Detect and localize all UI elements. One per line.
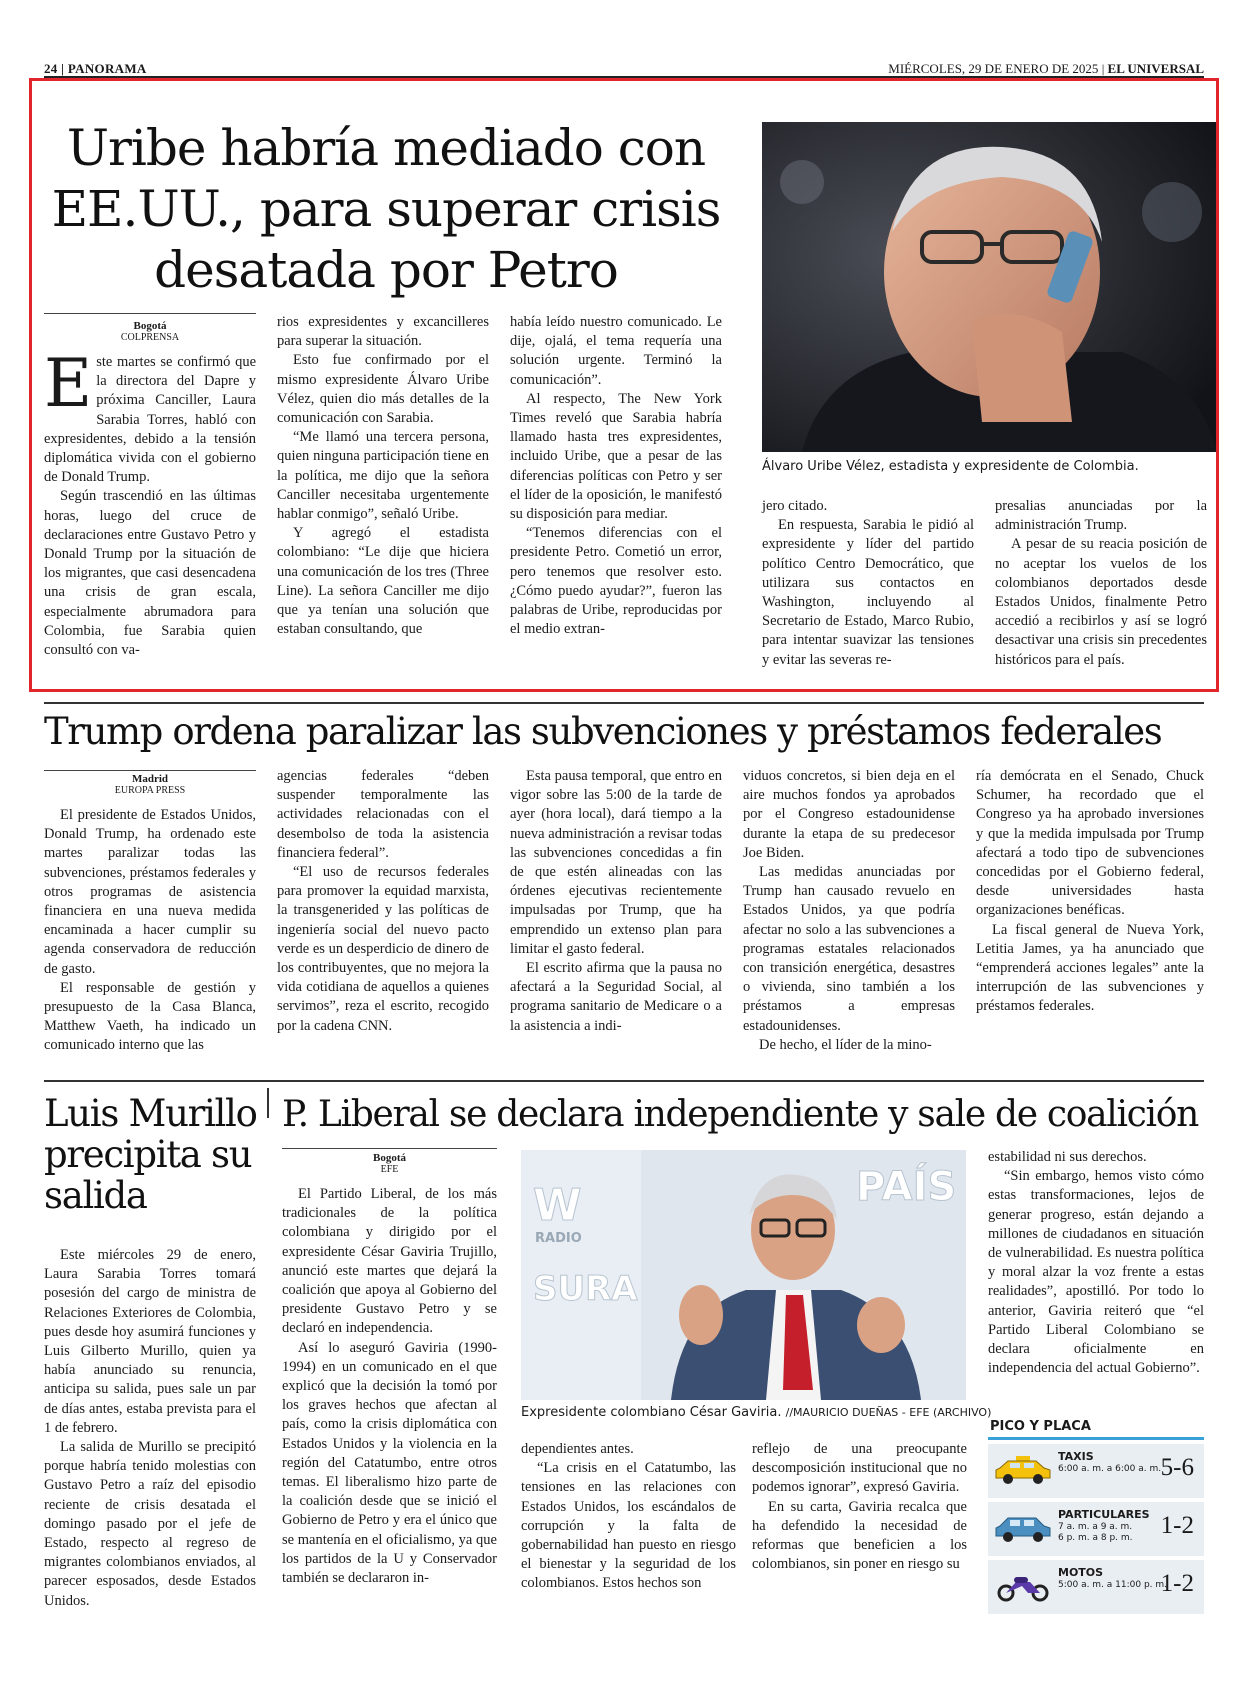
byline-rule	[44, 313, 256, 314]
story1-column-3	[510, 313, 722, 639]
vehicle-type: MOTOS	[1058, 1566, 1104, 1579]
story2-column-3	[510, 767, 722, 1036]
byline-agency: EUROPA PRESS	[114, 785, 186, 796]
backdrop-text: RADIO	[535, 1231, 582, 1246]
pico-y-placa-box	[988, 1418, 1204, 1623]
issue-date: MIÉRCOLES, 29 DE ENERO DE 2025	[888, 61, 1099, 76]
paragraph: reflejo de una preocupante descomposición institucional que no podemos ignorar”, expresó Gaviria.	[752, 1441, 967, 1496]
story1-column-5	[995, 497, 1207, 670]
restricted-digits: 5-6	[1160, 1454, 1194, 1481]
page-dateline: MIÉRCOLES, 29 DE ENERO DE 2025 | EL UNIVERSAL	[888, 61, 1204, 76]
uribe-photo-illustration	[762, 122, 1216, 452]
story1-column-2	[277, 313, 489, 639]
paragraph: agencias federales “deben suspender temporalmente las actividades relacionadas con el desembolso de toda la asistencia financiera federal”.	[277, 768, 489, 861]
restriction-hours	[1058, 1522, 1133, 1544]
paragraph: había leído nuestro comunicado. Le dije, ojalá, el tema requería una solución urgente. Terminó la comunicación”.	[510, 314, 722, 388]
paragraph: ste martes se confirmó que la directora del Dapre y próxima Canciller, Laura Sarabia Torres, habló con expresidentes, debido a la tensión diplomática vivida con el gobierno de Donald Trump.	[44, 354, 256, 486]
paragraph: El escrito afirma que la pausa no afectará a la Seguridad Social, al programa sanitario de Medicare o a la asistencia a indi-	[510, 960, 722, 1034]
paragraph: dependientes antes.	[521, 1441, 634, 1457]
paragraph: De hecho, el líder de la mino-	[759, 1036, 932, 1053]
pico-row-taxis	[988, 1444, 1204, 1498]
drop-cap: E	[44, 345, 93, 422]
paragraph: Esta pausa temporal, que entro en vigor sobre las 5:00 de la tarde de ayer (hora local), dará tiempo a la nueva administración a revisar todas las subvenciones concedidas a fin de que estén alineadas con las órdenes ejecutivas recientemente impulsadas por Trump, que ha emprendido un extenso plan para limitar el gasto federal.	[510, 768, 722, 957]
story2-headline: Trump ordena paralizar las subvenciones y préstamos federales	[44, 710, 1162, 753]
paragraph: Las medidas anunciadas por Trump han causado revuelo en Estados Unidos, ya que podría afectar no solo a las subvenciones a programas estatales relacionados con transición energética, desastres o vivienda, sino también a los préstamos a empresas estadounidenses.	[743, 864, 955, 1034]
gaviria-photo-caption	[521, 1405, 992, 1420]
byline-rule	[44, 770, 256, 771]
paragraph: La fiscal general de Nueva York, Letitia James, ya ha anunciado que “emprenderá acciones legales” ante la interrupción de las subvenciones y préstamos federales.	[976, 921, 1204, 1015]
uribe-photo	[762, 122, 1216, 452]
paragraph: “Sin embargo, hemos visto cómo estas transformaciones, lejos de generar progreso, están dejando a millones de ciudadanos en situación de vulnerabilidad. Es nuestra política y moral alzar la voz frente a estas realidades”, apostilló. Por todo lo anterior, Gaviria reiteró que “el Partido Liberal Colombiano se declara oficialmente en independencia del actual Gobierno”.	[988, 1168, 1204, 1377]
vehicle-type: TAXIS	[1058, 1450, 1094, 1463]
paragraph: viduos concretos, si bien deja en el aire muchos fondos ya aprobados por el Congreso estadounidense durante la etapa de su predecesor Joe Biden.	[743, 768, 955, 861]
story3-column-1	[44, 1246, 256, 1611]
paragraph: En su carta, Gaviria recalca que ha defendido la necesidad de reformas que beneficien a los colombianos, sin poner en riesgo su	[752, 1498, 967, 1573]
page-number: 24	[44, 61, 58, 76]
newspaper-name: EL UNIVERSAL	[1107, 61, 1204, 76]
paragraph: jero citado.	[762, 498, 828, 514]
paragraph: “Tenemos diferencias con el presidente Petro. Cometió un error, pero tenemos que resolver esto. ¿Cómo puedo ayudar?”, fueron las palabras de Uribe, reproducidas por el medio extran-	[510, 525, 722, 638]
story2-column-1	[44, 806, 256, 1056]
story2-column-5	[976, 767, 1204, 1017]
restriction-hours-line: 6 p. m. a 8 p. m.	[1058, 1533, 1133, 1543]
restriction-hours: 5:00 a. m. a 11:00 p. m.	[1058, 1580, 1168, 1590]
pico-row-particulares	[988, 1502, 1204, 1556]
gaviria-photo	[521, 1150, 966, 1400]
story4-headline: P. Liberal se declara independiente y sale de coalición	[282, 1094, 1199, 1135]
paragraph: presalias anunciadas por la administración Trump.	[995, 498, 1207, 534]
page-folio: 24 | PANORAMA	[44, 61, 147, 76]
paragraph: La salida de Murillo se precipitó porque habría tenido molestias con Gustavo Petro a raíz del episodio reciente de crisis desatada el domingo pasado por el jefe de Estado, respecto al regreso de migrantes colombianos enviados, al parecer esposados, desde Estados Unidos.	[44, 1439, 256, 1609]
paragraph: rios expresidentes y excancilleres para superar la situación.	[277, 314, 489, 350]
paragraph: estabilidad ni sus derechos.	[988, 1149, 1147, 1165]
paragraph: Así lo aseguró Gaviria (1990-1994) en un comunicado en el que explicó que la decisión la tomó por los graves hechos que afectan al país, como la crisis diplomática con Estados Unidos y la violencia en la región del Catatumbo, entre otros temas. El liberalismo hizo parte de la coalición desde que se inició el Gobierno de Petro y era el único que se mantenía en el oficialismo, ya que los partidos de la U y Conservador también se declararon in-	[282, 1339, 497, 1587]
byline-agency: COLPRENSA	[120, 332, 180, 343]
paragraph: Este miércoles 29 de enero, Laura Sarabia Torres tomará posesión del cargo de ministra de Relaciones Exteriores de Colombia, pues desde hoy asumirá funciones y Luis Gilberto Murillo, quien ya había anunciado su renuncia, anticipa su salida, pues sale un par de días antes, estaba prevista para el 1 de febrero.	[44, 1247, 256, 1436]
story1-column-4	[762, 497, 974, 670]
backdrop-text: SURA	[533, 1269, 638, 1309]
story1-byline	[44, 320, 256, 344]
section-name: PANORAMA	[67, 61, 147, 76]
photo-credit: //MAURICIO DUEÑAS - EFE (ARCHIVO)	[785, 1406, 992, 1419]
car-icon	[994, 1514, 1052, 1544]
byline-agency: EFE	[380, 1164, 399, 1175]
paragraph: El presidente de Estados Unidos, Donald Trump, ha ordenado este martes paralizar todas las subvenciones, préstamos federales y otros programas de asistencia financiera en una nueva medida encaminada a hacer cumplir su agenda conservadora de reducción de gasto.	[44, 807, 256, 977]
taxi-icon	[994, 1456, 1052, 1486]
story1-column-1	[44, 345, 256, 660]
paragraph: Y agregó el estadista colombiano: “Le dije que hiciera una comunicación de los tres (Three Line). La señora Canciller me dijo que ya tenían una solución que estaban consultando, que	[277, 525, 489, 638]
paragraph: “Me llamó una tercera persona, quien ninguna participación tiene en la política, me dijo que la señora Canciller necesitaba urgentemente hablar conmigo”, señaló Uribe.	[277, 429, 489, 523]
pico-y-placa-title: PICO Y PLACA	[988, 1418, 1204, 1440]
story4-byline	[282, 1152, 497, 1176]
story4-column-2	[521, 1440, 736, 1594]
vehicle-type: PARTICULARES	[1058, 1508, 1150, 1521]
section-divider	[44, 702, 1204, 704]
paragraph: “La crisis en el Catatumbo, las tensiones en las relaciones con Estados Unidos, los escándalos de corrupción y la falta de gobernabilidad han puesto en riesgo el bienestar y la seguridad de los colombianos. Estos hechos son	[521, 1460, 736, 1592]
gaviria-photo-illustration	[521, 1150, 966, 1400]
paragraph: El responsable de gestión y presupuesto de la Casa Blanca, Matthew Vaeth, ha indicado un comunicado interno que las	[44, 979, 256, 1054]
paragraph: El Partido Liberal, de los más tradicionales de la política colombiana y dirigido por el expresidente César Gaviria Trujillo, anunció este martes que dejará la coalición que apoya al Gobierno del presidente Gustavo Petro y se declaró en independencia.	[282, 1186, 497, 1337]
paragraph: En respuesta, Sarabia le pidió al expresidente y líder del partido político Centro Democrático, que utilizara sus contactos en Washington, incluyendo al Secretario de Estado, Marco Rubio, para intentar suavizar las tensiones y evitar las severas re-	[762, 517, 974, 668]
paragraph: “El uso de recursos federales para promover la equidad marxista, la transgenerided y las políticas de ingeniería social del nuevo pacto verde es un desperdicio de dinero de los contribuyentes, que no mejora la vida cotidiana de aquellos a quienes servimos”, reza el escrito, recogido por la cadena CNN.	[277, 864, 489, 1034]
uribe-photo-caption: Álvaro Uribe Vélez, estadista y expresidente de Colombia.	[762, 459, 1139, 474]
restricted-digits: 1-2	[1160, 1512, 1194, 1539]
story4-column-1	[282, 1185, 497, 1588]
paragraph: Según trascendió en las últimas horas, luego del cruce de declaraciones entre Gustavo Petro y Donald Trump por la situación de los migrantes, que casi desencadena una crisis de gran escala, especialmente abrumadora para Colombia, fue Sarabia quien consultó con va-	[44, 488, 256, 659]
story4-column-3	[752, 1440, 967, 1574]
restriction-hours-line: 7 a. m. a 9 a. m.	[1058, 1522, 1133, 1532]
caption-text: Expresidente colombiano César Gaviria.	[521, 1405, 782, 1420]
story3-headline: Luis Murillo precipita su salida	[44, 1092, 257, 1217]
story4-column-4	[988, 1148, 1204, 1378]
paragraph: ría demócrata en el Senado, Chuck Schumer, ha recordado que el Congreso ya ha aprobado inversiones y que la medida impulsada por Trump afectará a todo tipo de subvenciones concedidas por el Gobierno federal, desde universidades hasta organizaciones benéficas.	[976, 768, 1204, 919]
story1-headline: Uribe habría mediado con EE.UU., para superar crisis desatada por Petro	[51, 119, 721, 299]
restricted-digits: 1-2	[1160, 1570, 1194, 1597]
restriction-hours: 6:00 a. m. a 6:00 a. m.	[1058, 1464, 1162, 1474]
byline-rule	[282, 1148, 497, 1149]
pico-row-motos	[988, 1560, 1204, 1614]
paragraph: A pesar de su reacia posición de no aceptar los vuelos de los colombianos deportados desde Estados Unidos, finalmente Petro accedió a recibirlos y así se logró desactivar una crisis sin precedentes históricos para el país.	[995, 536, 1207, 668]
byline-city: Bogotá	[133, 320, 167, 332]
story2-column-4	[743, 767, 955, 1055]
section-divider	[44, 1080, 1204, 1082]
byline-city: Bogotá	[373, 1152, 406, 1164]
paragraph: Al respecto, The New York Times reveló que Sarabia habría llamado hasta tres expresidentes, incluido Uribe, que a pesar de las diferencias políticas con Petro y ser el líder de la oposición, le manifestó su disposición para mediar.	[510, 390, 722, 523]
byline-city: Madrid	[131, 773, 169, 785]
motorcycle-icon	[994, 1572, 1052, 1602]
backdrop-logo-w-icon: W	[533, 1180, 582, 1231]
backdrop-text: PAÍS	[856, 1164, 957, 1210]
story2-byline	[44, 773, 256, 797]
paragraph: Esto fue confirmado por el mismo expresidente Álvaro Uribe Vélez, quien dio más detalles de la comunicación con Sarabia.	[277, 352, 489, 427]
story2-column-2	[277, 767, 489, 1036]
